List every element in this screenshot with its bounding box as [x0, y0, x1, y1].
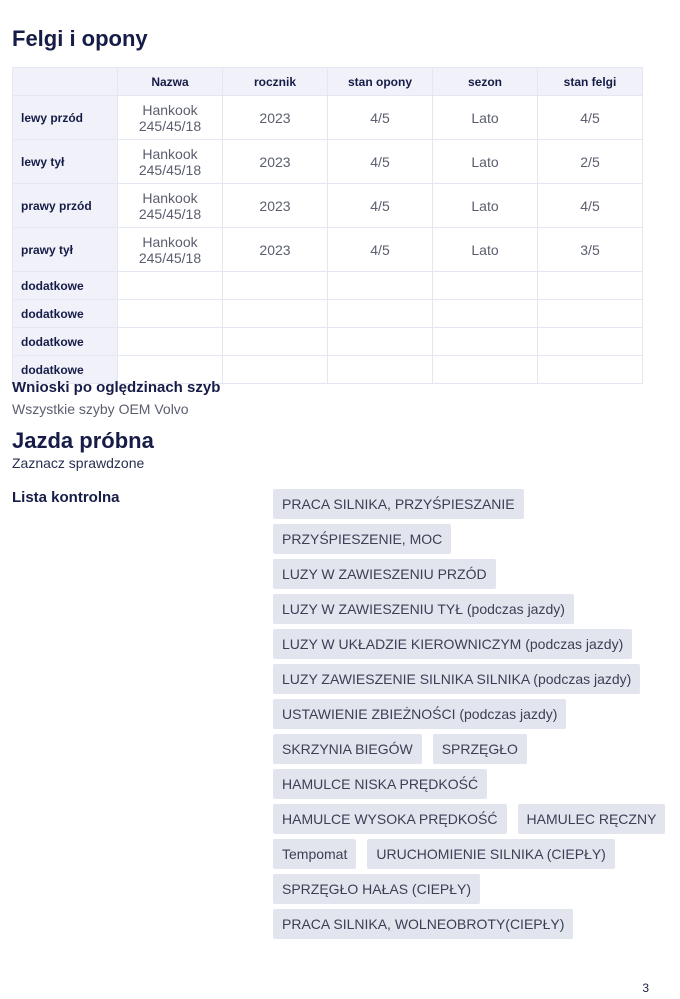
tire-size: 245/45/18: [138, 117, 202, 134]
checklist-row: [273, 594, 643, 624]
checklist-item[interactable]: HAMULCE NISKA PRĘDKOŚĆ: [273, 769, 487, 799]
empty-cell: [433, 328, 538, 356]
row-position: dodatkowe: [13, 272, 118, 300]
tire-state-cell: 4/5: [328, 228, 433, 272]
tire-size: 245/45/18: [138, 161, 202, 178]
checklist-row: [273, 559, 643, 589]
tire-brand: Hankook: [142, 145, 198, 162]
rim-state-cell: 4/5: [538, 184, 643, 228]
tire-state-cell: 4/5: [328, 140, 433, 184]
empty-cell: [538, 272, 643, 300]
row-position: lewy przód: [13, 96, 118, 140]
tire-brand: Hankook: [142, 189, 198, 206]
season-cell: Lato: [433, 228, 538, 272]
checklist-item[interactable]: PRACA SILNIKA, PRZYŚPIESZANIE: [273, 489, 524, 519]
column-header: [13, 68, 118, 96]
empty-cell: [328, 328, 433, 356]
table-header-row: [13, 68, 643, 96]
section-title-tires: Felgi i opony: [12, 26, 148, 51]
row-position: dodatkowe: [13, 356, 118, 384]
checklist-row: [273, 489, 643, 519]
page-number: 3: [642, 981, 649, 995]
checklist-item[interactable]: LUZY W ZAWIESZENIU PRZÓD: [273, 559, 496, 589]
empty-cell: [223, 356, 328, 384]
rim-state-cell: 3/5: [538, 228, 643, 272]
checklist-row: [273, 524, 643, 554]
test-drive-subtitle: Zaznacz sprawdzone: [12, 455, 145, 471]
empty-cell: [433, 356, 538, 384]
rim-state-cell: 2/5: [538, 140, 643, 184]
checklist-item[interactable]: SPRZĘGŁO HAŁAS (CIEPŁY): [273, 874, 480, 904]
season-cell: Lato: [433, 184, 538, 228]
empty-cell: [118, 328, 223, 356]
checklist-item[interactable]: USTAWIENIE ZBIEŻNOŚCI (podczas jazdy): [273, 699, 566, 729]
season-cell: Lato: [433, 140, 538, 184]
checklist-item[interactable]: HAMULCE WYSOKA PRĘDKOŚĆ: [273, 804, 507, 834]
checklist-item[interactable]: Tempomat: [273, 839, 356, 869]
column-header-name: Nazwa: [118, 68, 223, 96]
rim-state-cell: 4/5: [538, 96, 643, 140]
empty-cell: [118, 272, 223, 300]
empty-cell: [433, 272, 538, 300]
table-row-extra: [13, 300, 643, 328]
checklist-item[interactable]: PRACA SILNIKA, WOLNEOBROTY(CIEPŁY): [273, 909, 573, 939]
tire-state-cell: 4/5: [328, 96, 433, 140]
table-row: [13, 228, 643, 272]
checklist-item[interactable]: SPRZĘGŁO: [433, 734, 527, 764]
empty-cell: [538, 300, 643, 328]
checklist-label: Lista kontrolna: [12, 489, 120, 506]
tire-size: 245/45/18: [138, 205, 202, 222]
checklist-row: [273, 734, 643, 764]
checklist-item[interactable]: LUZY W ZAWIESZENIU TYŁ (podczas jazdy): [273, 594, 574, 624]
column-header-tire-state: stan opony: [328, 68, 433, 96]
checklist-row: [273, 629, 643, 659]
checklist-item[interactable]: PRZYŚPIESZENIE, MOC: [273, 524, 451, 554]
column-header-year: rocznik: [223, 68, 328, 96]
checklist-item[interactable]: LUZY W UKŁADZIE KIEROWNICZYM (podczas jazdy): [273, 629, 632, 659]
table-row: [13, 96, 643, 140]
season-cell: Lato: [433, 96, 538, 140]
empty-cell: [433, 300, 538, 328]
glass-conclusions-text: Wszystkie szyby OEM Volvo: [12, 401, 189, 417]
checklist-row: [273, 769, 643, 799]
tires-table: [12, 67, 643, 384]
row-position: prawy tył: [13, 228, 118, 272]
column-header-season: sezon: [433, 68, 538, 96]
table-row-extra: [13, 328, 643, 356]
empty-cell: [328, 272, 433, 300]
empty-cell: [328, 356, 433, 384]
empty-cell: [223, 328, 328, 356]
empty-cell: [538, 328, 643, 356]
tire-name-cell: [118, 228, 223, 272]
row-position: dodatkowe: [13, 328, 118, 356]
row-position: dodatkowe: [13, 300, 118, 328]
tire-name-cell: [118, 140, 223, 184]
year-cell: 2023: [223, 140, 328, 184]
year-cell: 2023: [223, 96, 328, 140]
glass-conclusions-title: Wnioski po oględzinach szyb: [12, 379, 221, 396]
checklist: [273, 489, 657, 944]
table-row-extra: [13, 272, 643, 300]
row-position: prawy przód: [13, 184, 118, 228]
checklist-row: [273, 664, 643, 694]
year-cell: 2023: [223, 228, 328, 272]
row-position: lewy tył: [13, 140, 118, 184]
tire-name-cell: [118, 184, 223, 228]
empty-cell: [118, 300, 223, 328]
checklist-row: [273, 874, 643, 904]
tire-name-cell: [118, 96, 223, 140]
section-title-test-drive: Jazda próbna: [12, 428, 154, 453]
empty-cell: [223, 300, 328, 328]
checklist-item[interactable]: URUCHOMIENIE SILNIKA (CIEPŁY): [367, 839, 615, 869]
checklist-item[interactable]: SKRZYNIA BIEGÓW: [273, 734, 422, 764]
checklist-row: [273, 699, 643, 729]
empty-cell: [538, 356, 643, 384]
checklist-row: [273, 804, 657, 834]
tire-brand: Hankook: [142, 101, 198, 118]
tire-size: 245/45/18: [138, 249, 202, 266]
checklist-row: [273, 839, 643, 869]
column-header-rim-state: stan felgi: [538, 68, 643, 96]
checklist-item[interactable]: LUZY ZAWIESZENIE SILNIKA SILNIKA (podczas jazdy): [273, 664, 640, 694]
year-cell: 2023: [223, 184, 328, 228]
empty-cell: [328, 300, 433, 328]
checklist-item[interactable]: HAMULEC RĘCZNY: [518, 804, 666, 834]
checklist-row: [273, 909, 643, 939]
tire-state-cell: 4/5: [328, 184, 433, 228]
table-row: [13, 140, 643, 184]
tire-brand: Hankook: [142, 233, 198, 250]
empty-cell: [223, 272, 328, 300]
table-row: [13, 184, 643, 228]
